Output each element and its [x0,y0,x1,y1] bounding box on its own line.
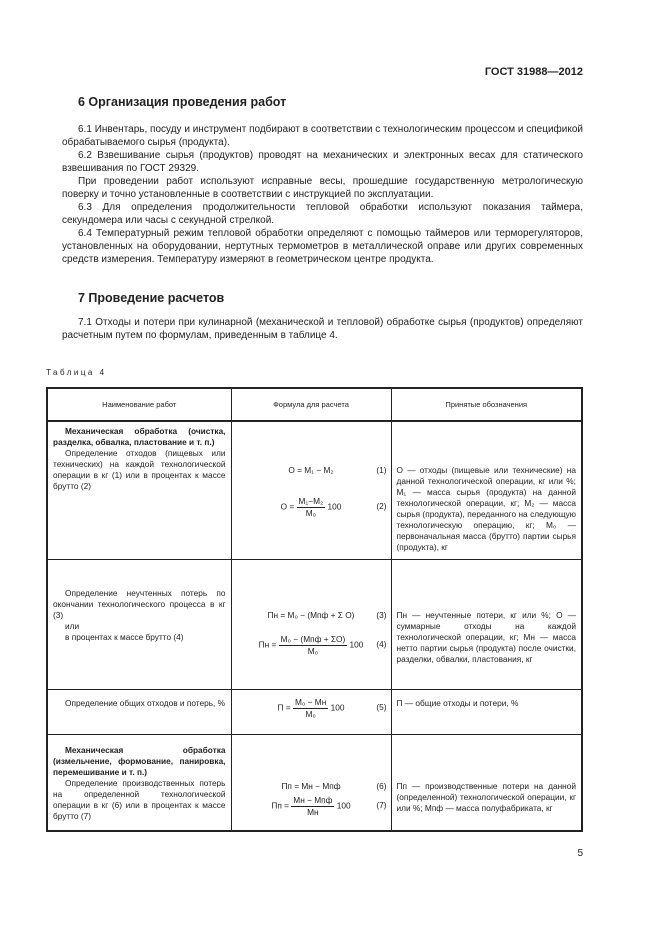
table-label: Таблица 4 [46,368,107,377]
page-number: 5 [577,848,583,859]
section-6-title: 6 Организация проведения работ [78,95,287,109]
document-header: ГОСТ 31988—2012 [484,66,583,78]
formula-5: П = $\frac{\text{М₀ − Мн}}{\text{М₀}}$ 100 (5) [277,696,387,719]
section-7-body [62,316,583,342]
formula-7: Пп = $\frac{\text{Мн − Мпф}}{Мн}$ 100 (7) [271,794,387,817]
row-text: или [65,620,80,631]
paragraph: При проведении работ используют исправные весы, прошедшие государственную метрологическую поверку и точно установленные в соответствии с инструкцией по эксплуатации. [62,176,583,200]
row-heading: Механическая обработка (измельчение, формование, панировка, перемешивание и т. п.) [53,744,226,777]
legend: П — общие отходы и потери, % [391,689,582,734]
row-heading: Механическая обработка (очистка, разделка, обвалка, пластование и т. п.) [53,426,226,447]
formula-1: О = М₁ − М₂ (1) [288,465,387,475]
formula-4: Пн = $\frac{\text{М₀ − (Мпф + ΣО)}}{\text{М₀}}$ 100 (4) [258,633,387,656]
column-header: Формула для расчета [231,388,391,421]
paragraph: 6.2 Взвешивание сырья (продуктов) проводят на механических и электронных весах для статического взвешивания по ГОСТ 29329. [62,150,583,174]
formula-2: О = $\frac{\text{М₁−М₂}}{\text{М₀}}$ 100 (2) [280,496,387,518]
row-text: Определение отходов (пищевых или технических) на каждой технологической операции в кг (1) или в процентах к массе брутто (2) [53,448,226,491]
section-6-body [62,123,583,266]
paragraph: 6.1 Инвентарь, посуду и инструмент подбирают в соответствии с технологическим процессом и спецификой обрабатываемого сырья (продукта). [62,124,583,148]
formula-3: Пн = М₀ − (Мпф + Σ О) (3) [267,609,387,620]
row-text: Определение неучтенных потерь по окончании технологического процесса в кг (3) [53,587,226,620]
row-text: в процентах к массе брутто (4) [65,631,184,642]
table-row [47,559,582,689]
column-header: Принятые обозначения [391,388,582,421]
table-row [47,689,582,734]
section-7-title: 7 Проведение расчетов [78,291,225,305]
legend: О — отходы (пищевые или технические) на данной технологической операции, кг или %; М₁ — масса сырья (продукта) на данной технологической операции, кг; М₂ — масса сырья (продукта), переданного на следующую технологическую операцию, кг; М₀ — первоначальная масса (брутто) партии сырья (продукта), кг [391,421,582,559]
table-4 [46,387,583,832]
legend: Пн — неучтенные потери, кг или %; О — суммарные отходы на каждой технологической операции, кг; Мн — масса нетто партии сырья (продукта) после очистки, разделки, обвалки, пластования, кг [391,559,582,689]
row-text: Определение производственных потерь на определенной технологической операции в кг (6) или в процентах к массе брутто (7) [53,777,226,821]
legend: Пп — производственные потери на данной (определенной) технологической операции, кг или %; Мпф — масса полуфабриката, кг [391,734,582,831]
row-text: Определение общих отходов и потерь, % [65,697,226,708]
column-header: Наименование работ [47,388,231,421]
table-row [47,734,582,831]
table-header-row [47,388,582,421]
formula-6: Пп = Мн − Мпф (6) [281,780,387,791]
paragraph: 7.1 Отходы и потери при кулинарной (механической и тепловой) обработке сырья (продуктов) определяют расчетным путем по формулам, приведенным в таблице 4. [62,317,583,341]
paragraph: 6.3 Для определения продолжительности тепловой обработки используют показания таймера, секундомера или часы с секундной стрелкой. [62,202,583,226]
paragraph: 6.4 Температурный режим тепловой обработки определяют с помощью таймеров или терморегуляторов, установленных на оборудовании, нертутных термометров в металлической оправе или других современных средств измерения. Температуру измеряют в геометрическом центре продукта. [62,228,583,265]
table-row [47,421,582,559]
